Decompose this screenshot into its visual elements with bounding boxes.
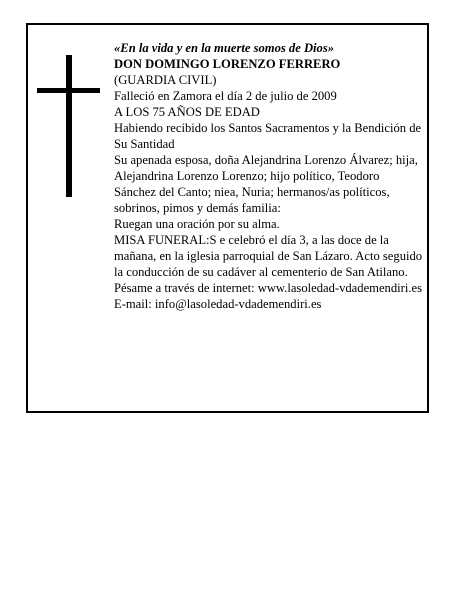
email: E-mail: info@lasoledad-vdademendiri.es <box>114 297 322 311</box>
affiliation: (GUARDIA CIVIL) <box>114 73 217 87</box>
motto: «En la vida y en la muerte somos de Dios» <box>114 41 335 55</box>
sacraments: Habiendo recibido los Santos Sacramentos y la Bendición de Su Santidad <box>114 121 422 151</box>
deceased-name: DON DOMINGO LORENZO FERRERO <box>114 57 341 71</box>
cross-icon <box>66 55 72 197</box>
cross-icon-bar <box>37 88 100 93</box>
family: Su apenada esposa, doña Alejandrina Lorenzo Álvarez; hija, Alejandrina Lorenzo Lorenzo; hijo político, Teodoro Sánchez del Canto; niea, Nuria; hermanos/as políticos, sobrinos, pimos y demás familia: <box>114 153 418 215</box>
condolence-web: Pésame a través de internet: www.lasoledad-vdademendiri.es <box>114 281 422 295</box>
death-info: Falleció en Zamora el día 2 de julio de 2009 <box>114 89 337 103</box>
funeral: MISA FUNERAL:S e celebró el día 3, a las doce de la mañana, en la iglesia parroquial de San Lázaro. Acto seguido la conducción de su cadáver al cementerio de San Atilano. <box>114 233 423 279</box>
age: A LOS 75 AÑOS DE EDAD <box>114 105 260 119</box>
obituary-text <box>114 40 424 312</box>
prayer: Ruegan una oración por su alma. <box>114 217 280 231</box>
